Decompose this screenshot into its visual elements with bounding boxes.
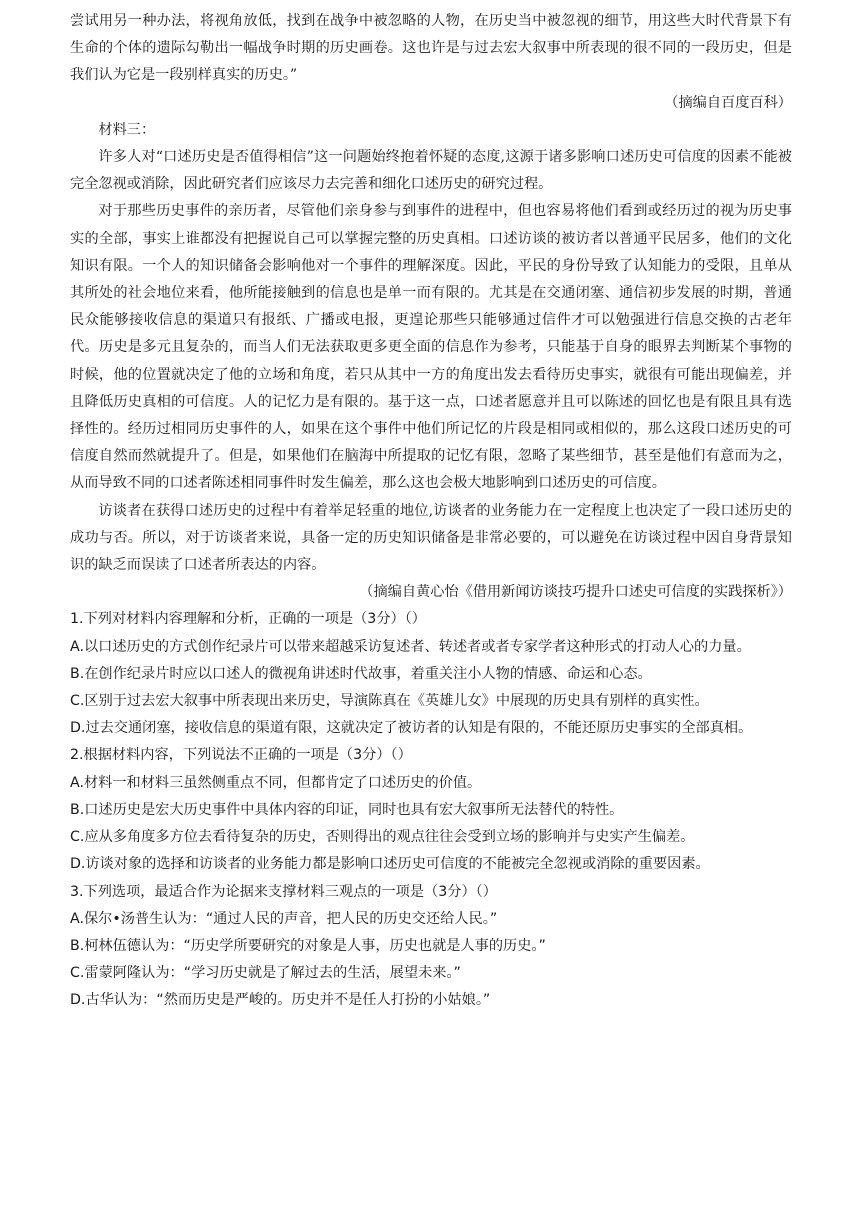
- material3-paragraph-1: 许多人对“口述历史是否值得相信”这一问题始终抱着怀疑的态度,这源于诸多影响口述历史可信度的因素不能被完全忽视或消除，因此研究者们应该尽力去完善和细化口述历史的研究过程。: [70, 149, 792, 193]
- material2-tail-paragraph: 尝试用另一种办法，将视角放低，找到在战争中被忽略的人物，在历史当中被忽视的细节，用这些大时代背景下有生命的个体的遗际勾勒出一幅战争时期的历史画卷。这也许是与过去宏大叙事中所表现的很不同的一段历史，但是我们认为它是一段别样真实的历史。”: [70, 13, 792, 84]
- question-3-option-c: C.雷蒙阿隆认为：“学习历史就是了解过去的生活，展望未来。”: [70, 965, 461, 982]
- question-1-option-a: A.以口述历史的方式创作纪录片可以带来超越采访复述者、转述者或者专家学者这种形式的打动人心的力量。: [70, 638, 751, 655]
- question-3-stem: 3.下列选项，最适合作为论据来支撑材料三观点的一项是（3分）（）: [70, 883, 497, 900]
- question-1-stem: 1.下列对材料内容理解和分析，正确的一项是（3分）（）: [70, 611, 426, 628]
- question-2-option-a: A.材料一和材料三虽然侧重点不同，但都肯定了口述历史的价值。: [70, 774, 482, 791]
- question-1-option-c: C.区别于过去宏大叙事中所表现出来历史，导演陈真在《英雄儿女》中展现的历史具有别样的真实性。: [70, 693, 709, 710]
- question-3-option-a: A.保尔•汤普生认为：“通过人民的声音，把人民的历史交还给人民。”: [70, 910, 498, 927]
- question-3: [70, 879, 792, 1015]
- question-2-option-d: D.访谈对象的选择和访谈者的业务能力都是影响口述历史可信度的不能被完全忽视或消除的重要因素。: [70, 856, 710, 873]
- material2-source: （摘编自百度百科）: [664, 94, 792, 111]
- question-3-option-b: B.柯林伍德认为：“历史学所要研究的对象是人事，历史也就是人事的历史。”: [70, 937, 546, 954]
- material3-heading: 材料三：: [98, 121, 156, 138]
- question-1-option-d: D.过去交通闭塞，接收信息的渠道有限，这就决定了被访者的认知是有限的，不能还原历史事实的全部真相。: [70, 720, 753, 737]
- material3-paragraph-2: 对于那些历史事件的亲历者，尽管他们亲身参与到事件的进程中，但也容易将他们看到或经历过的视为历史事实的全部，事实上谁都没有把握说自己可以掌握完整的历史真相。口述访谈的被访者以普通平民居多，他们的文化知识有限。一个人的知识储备会影响他对一个事件的理解深度。因此，平民的身份导致了认知能力的受限，且单从其所处的社会地位来看，他所能接触到的信息也是单一而有限的。尤其是在交通闭塞、通信初步发展的时期，普通民众能够接收信息的渠道只有报纸、广播或电报，更遑论那些只能够通过信件才可以勉强进行信息交换的古老年代。历史是多元且复杂的，而当人们无法获取更多更全面的信息作为参考，只能基于自身的眼界去判断某个事物的时候，他的位置就决定了他的立场和角度，若只从其中一方的角度出发去看待历史事实，就很有可能出现偏差，并且降低历史真相的可信度。人的记忆力是有限的。基于这一点，口述者愿意并且可以陈述的回忆也是有限且具有选择性的。经历过相同历史事件的人，如果在这个事件中他们所记忆的片段是相同或相似的，那么这段口述历史的可信度自然而然就提升了。但是，如果他们在脑海中所提取的记忆有限，忽略了某些细节，甚至是他们有意而为之，从而导致不同的口述者陈述相同事件时发生偏差，那么这也会极大地影响到口述历史的可信度。: [70, 203, 792, 492]
- question-2-option-b: B.口述历史是宏大历史事件中具体内容的印证，同时也具有宏大叙事所无法替代的特性。: [70, 801, 624, 818]
- question-1: [70, 606, 792, 742]
- material3-paragraph-3: 访谈者在获得口述历史的过程中有着举足轻重的地位,访谈者的业务能力在一定程度上也决定了一段口述历史的成功与否。所以，对于访谈者来说，具备一定的历史知识储备是非常必要的，可以避免在访谈过程中因自身背景知识的缺乏而误读了口述者所表达的内容。: [70, 502, 792, 574]
- exam-page: [70, 8, 792, 1015]
- question-2-stem: 2.根据材料内容，下列说法不正确的一项是（3分）（）: [70, 747, 412, 764]
- material3-source: （摘编自黄心怡《借用新闻访谈技巧提升口述史可信度的实践探析》）: [359, 584, 792, 601]
- question-3-option-d: D.古华认为：“然而历史是严峻的。历史并不是任人打扮的小姑娘。”: [70, 992, 491, 1009]
- question-1-option-b: B.在创作纪录片时应以口述人的微视角讲述时代故事，着重关注小人物的情感、命运和心态。: [70, 665, 652, 682]
- question-2: [70, 742, 792, 878]
- question-2-option-c: C.应从多角度多方位去看待复杂的历史，否则得出的观点往往会受到立场的影响并与史实产生偏差。: [70, 829, 695, 846]
